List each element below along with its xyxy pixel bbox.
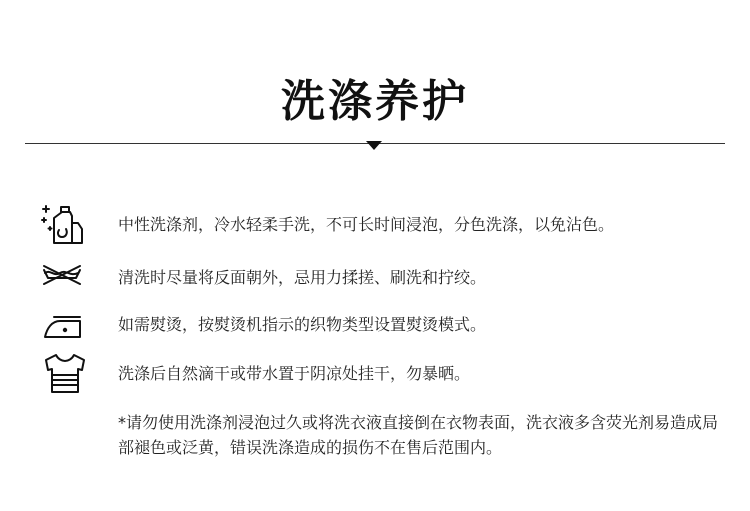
down-arrow-icon <box>366 141 382 150</box>
care-text-wash: 中性洗涤剂，冷水轻柔手洗，不可长时间浸泡，分色洗涤，以免沾色。 <box>118 215 615 234</box>
no-bleach-icon <box>40 256 90 300</box>
care-text-iron: 如需熨烫，按熨烫机指示的织物类型设置熨烫模式。 <box>118 315 487 334</box>
care-text-no-bleach: 清洗时尽量将反面朝外，忌用力揉搓、刷洗和拧绞。 <box>118 268 487 287</box>
care-item-no-bleach <box>40 256 730 300</box>
care-note: *请勿使用洗涤剂浸泡过久或将洗衣液直接倒在衣物表面，洗衣液多含荧光剂易造成局部褪色或泛黄，错误洗涤造成的损伤不在售后范围内。 <box>118 413 719 457</box>
page-title: 洗涤养护 <box>281 76 469 127</box>
tshirt-icon <box>40 352 90 396</box>
care-item-dry <box>40 352 730 396</box>
care-item-wash <box>40 203 730 247</box>
iron-icon <box>40 303 90 347</box>
care-text-dry: 洗涤后自然滴干或带水置于阴凉处挂干，勿暴晒。 <box>118 364 471 383</box>
wash-detergent-icon <box>40 203 90 247</box>
care-item-iron <box>40 303 730 347</box>
